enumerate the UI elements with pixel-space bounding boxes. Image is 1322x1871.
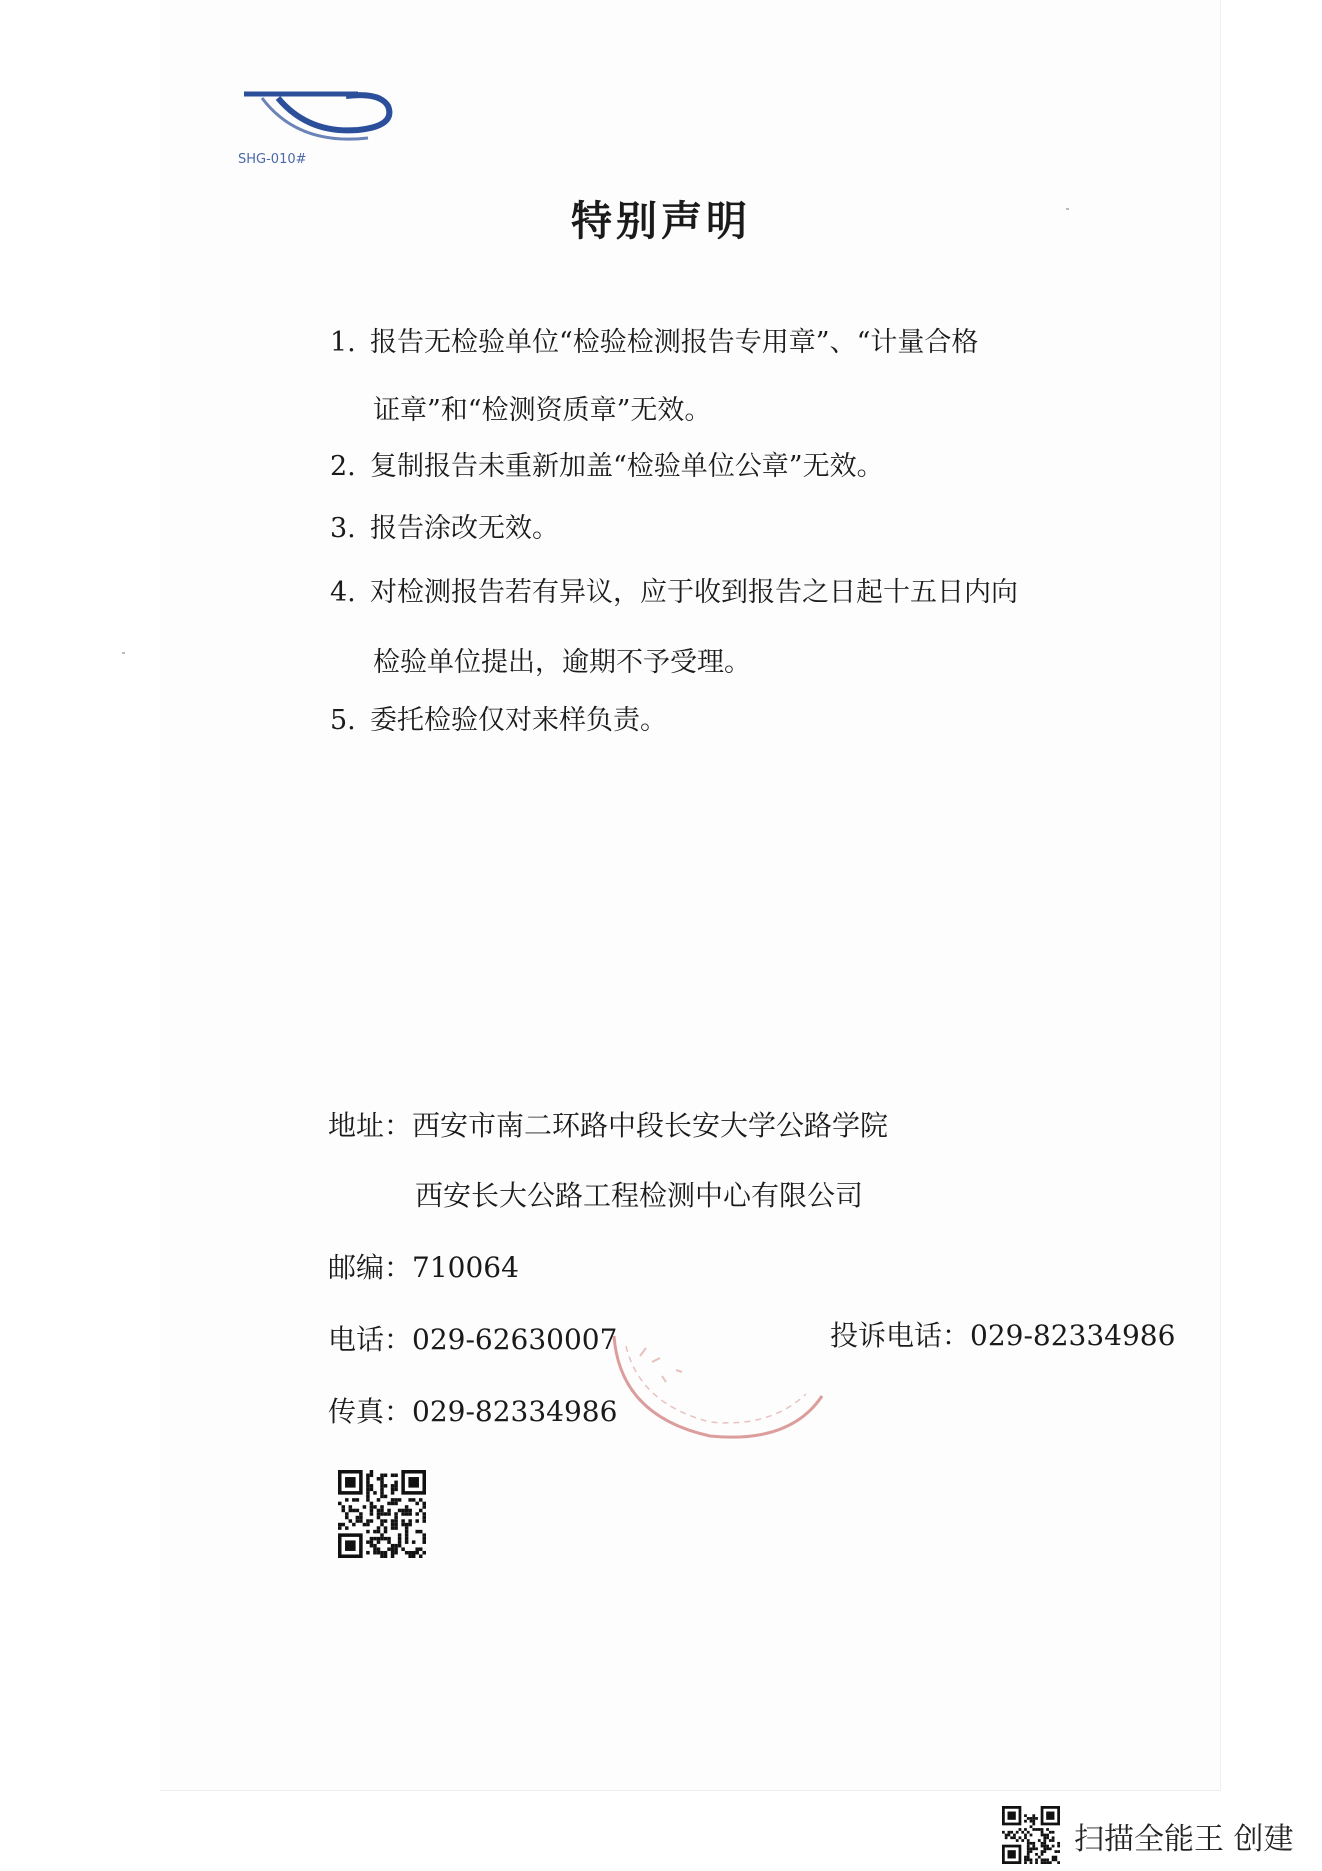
statement-number: 1. (330, 327, 356, 358)
page-title: 特别声明 (571, 197, 751, 245)
statement-item (330, 436, 1070, 498)
complaint-label: 投诉电话： (830, 1319, 971, 1352)
phone-value: 029-62630007 (412, 1323, 618, 1356)
address-line1: 西安市南二环路中段长安大学公路学院 (412, 1109, 889, 1142)
postcode-value: 710064 (412, 1251, 519, 1284)
statement-continuation: 检验单位提出，逾期不予受理。 (373, 647, 751, 678)
statement-item (330, 690, 1070, 752)
official-seal-stamp (600, 1296, 835, 1456)
postcode-row (328, 1246, 519, 1286)
statement-text: 委托检验仅对来样负责。 (370, 705, 667, 736)
statement-number: 2. (330, 451, 356, 482)
fax-row (328, 1390, 617, 1430)
address-row (328, 1104, 888, 1144)
complaint-value: 029-82334986 (970, 1319, 1176, 1352)
statement-number: 5. (330, 705, 356, 736)
qr-code (338, 1470, 426, 1558)
statement-text: 复制报告未重新加盖“检验单位公章”无效。 (370, 451, 884, 482)
postcode-label: 邮编： (328, 1251, 413, 1284)
fax-value: 029-82334986 (412, 1395, 618, 1428)
scanner-watermark-text: 扫描全能王 创建 (1074, 1822, 1294, 1857)
logo-mark (238, 84, 406, 154)
address-line2: 西安长大公路工程检测中心有限公司 (415, 1179, 864, 1212)
complaint-row (830, 1314, 1175, 1354)
scanner-qr-icon (1002, 1806, 1060, 1864)
statement-number: 3. (330, 513, 356, 544)
phone-row (328, 1318, 617, 1358)
statement-item (330, 312, 1070, 374)
document-page (160, 0, 1221, 1791)
phone-label: 电话： (328, 1323, 413, 1356)
statement-continuation: 证章”和“检测资质章”无效。 (373, 395, 712, 426)
statement-item (330, 498, 1070, 560)
logo-text: SHG-010# (238, 152, 307, 167)
statement-text: 报告涂改无效。 (370, 513, 559, 544)
statement-item (330, 562, 1070, 624)
address-label: 地址： (328, 1109, 413, 1142)
statement-text: 报告无检验单位“检验检测报告专用章”、“计量合格 (370, 327, 979, 358)
scan-speck (122, 652, 125, 654)
scan-speck (1066, 208, 1069, 210)
company-logo (238, 84, 406, 176)
statement-text: 对检测报告若有异议，应于收到报告之日起十五日内向 (370, 577, 1018, 608)
fax-label: 传真： (328, 1395, 413, 1428)
statement-number: 4. (330, 577, 356, 608)
